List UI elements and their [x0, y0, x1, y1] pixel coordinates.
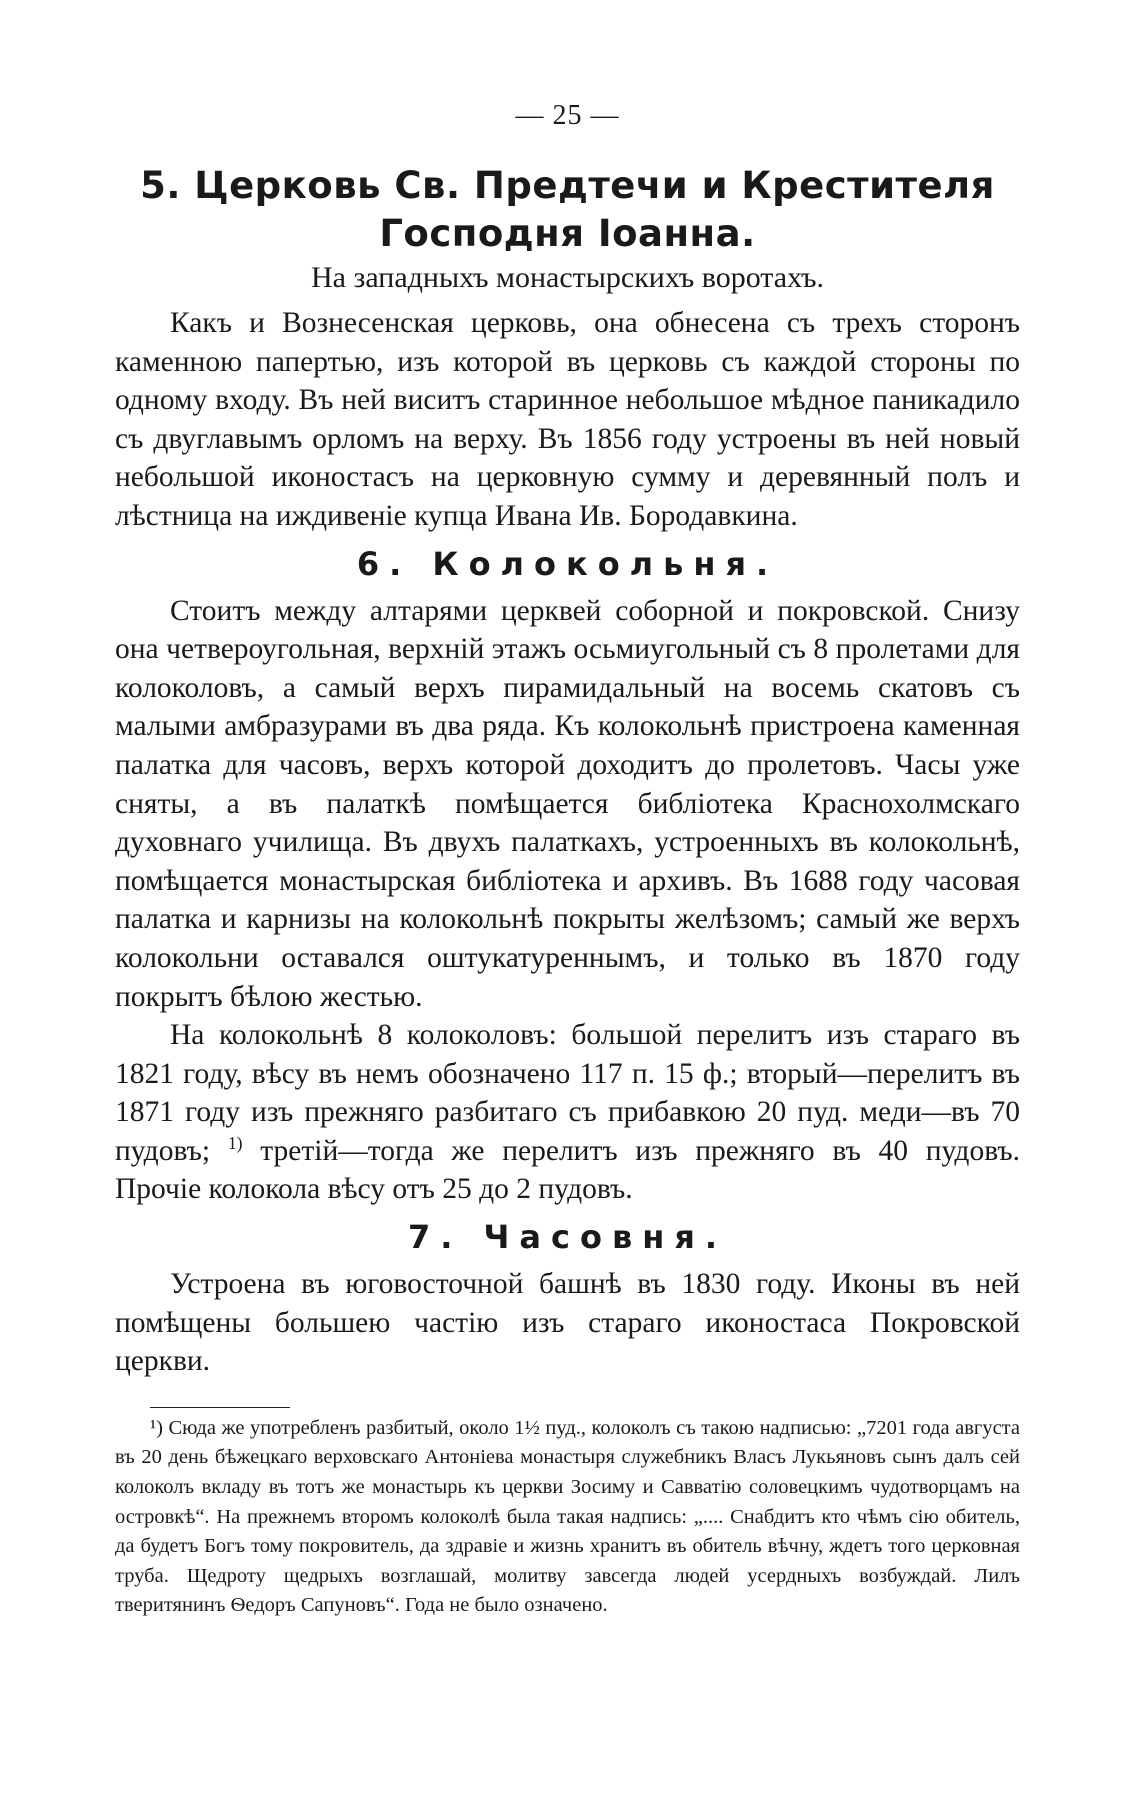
section-7-heading: 7. Часовня.: [407, 1218, 728, 1257]
section-6-heading: 6. Колокольня.: [356, 544, 779, 583]
paragraph-text: третій—тогда же перелитъ изъ прежняго въ 40 пудовъ. Прочіе колокола вѣсу отъ 25 до 2 пудовъ.: [115, 1134, 1021, 1206]
section-7-paragraph: Устроена въ юговосточной башнѣ въ 1830 году. Иконы въ ней помѣщены большею частію изъ стараго иконостаса Покровской церкви.: [115, 1268, 1020, 1378]
section-5-subtitle: На западныхъ монастырскихъ воротахъ.: [311, 261, 824, 294]
section-6-paragraph-2: [115, 1016, 1020, 1209]
footnote-reference: 1): [227, 1133, 243, 1154]
footnote-divider: [150, 1407, 290, 1408]
page-number: — 25 —: [515, 100, 620, 131]
section-5-paragraph: Какъ и Вознесенская церковь, она обнесена съ трехъ сторонъ каменною папертью, изъ которой въ церковь съ каждой стороны по одному входу. Въ ней виситъ старинное небольшое мѣдное паникадило съ двуглавымъ орломъ на верху. Въ 1856 году устроены въ ней новый небольшой иконостасъ на церковную сумму и деревянный полъ и лѣстница на иждивеніе купца Ивана Ив. Бородавкина.: [115, 307, 1020, 532]
footnote: [115, 1414, 1020, 1621]
footnote-marker: ¹): [150, 1416, 163, 1439]
footnote-text: Сюда же употребленъ разбитый, около 1½ пуд., колоколъ съ такою надписью: „7201 года августа въ 20 день бѣжецкаго верховскаго Антоніева монастыря служебникъ Власъ Лукьяновъ сынъ далъ сей колоколъ вкладу въ тотъ же монастырь къ церкви Зосиму и Савватію соловецкимъ чудотворцамъ на островкѣ“. На прежнемъ второмъ колоколѣ была такая надпись: „.... Снабдитъ кто чѣмъ сію обитель, да будетъ Богъ тому покровитель, да здравіе и жизнь хранитъ въ обитель вѣчну, ждетъ того церковная труба. Щедроту щедрыхъ возглашай, молитву завсегда людей усердныхъ возбуждай. Лилъ тверитянинъ Ѳедоръ Сапуновъ“. Года не было означено.: [115, 1416, 1020, 1617]
book-page: [115, 100, 1020, 1621]
paragraph-text: На колокольнѣ 8 колоколовъ: большой перелитъ изъ стараго въ 1821 году, вѣсу въ немъ обозначено 117 п. 15 ф.; вторый—перелитъ въ 1871 году изъ прежняго разбитаго съ прибавкою 20 пуд. меди—въ 70 пудовъ;: [115, 1019, 1020, 1167]
section-5-title: 5. Церковь Св. Предтечи и Крестителя Господня Іоанна.: [140, 164, 995, 255]
section-6-paragraph-1: Стоитъ между алтарями церквей соборной и покровской. Снизу она четвероугольная, верхній этажъ осьмиугольный съ 8 пролетами для колоколовъ, а самый верхъ пирамидальный на восемь скатовъ съ малыми амбразурами въ два ряда. Къ колокольнѣ пристроена каменная палатка для часовъ, верхъ которой доходитъ до пролетовъ. Часы уже сняты, а въ палаткѣ помѣщается библіотека Краснохолмскаго духовнаго училища. Въ двухъ палаткахъ, устроенныхъ въ колокольнѣ, помѣщается монастырская библіотека и архивъ. Въ 1688 году часовая палатка и карнизы на колокольнѣ покрыты желѣзомъ; самый же верхъ колокольни оставался оштукатуреннымъ, и только въ 1870 году покрытъ бѣлою жестью.: [115, 594, 1020, 1013]
